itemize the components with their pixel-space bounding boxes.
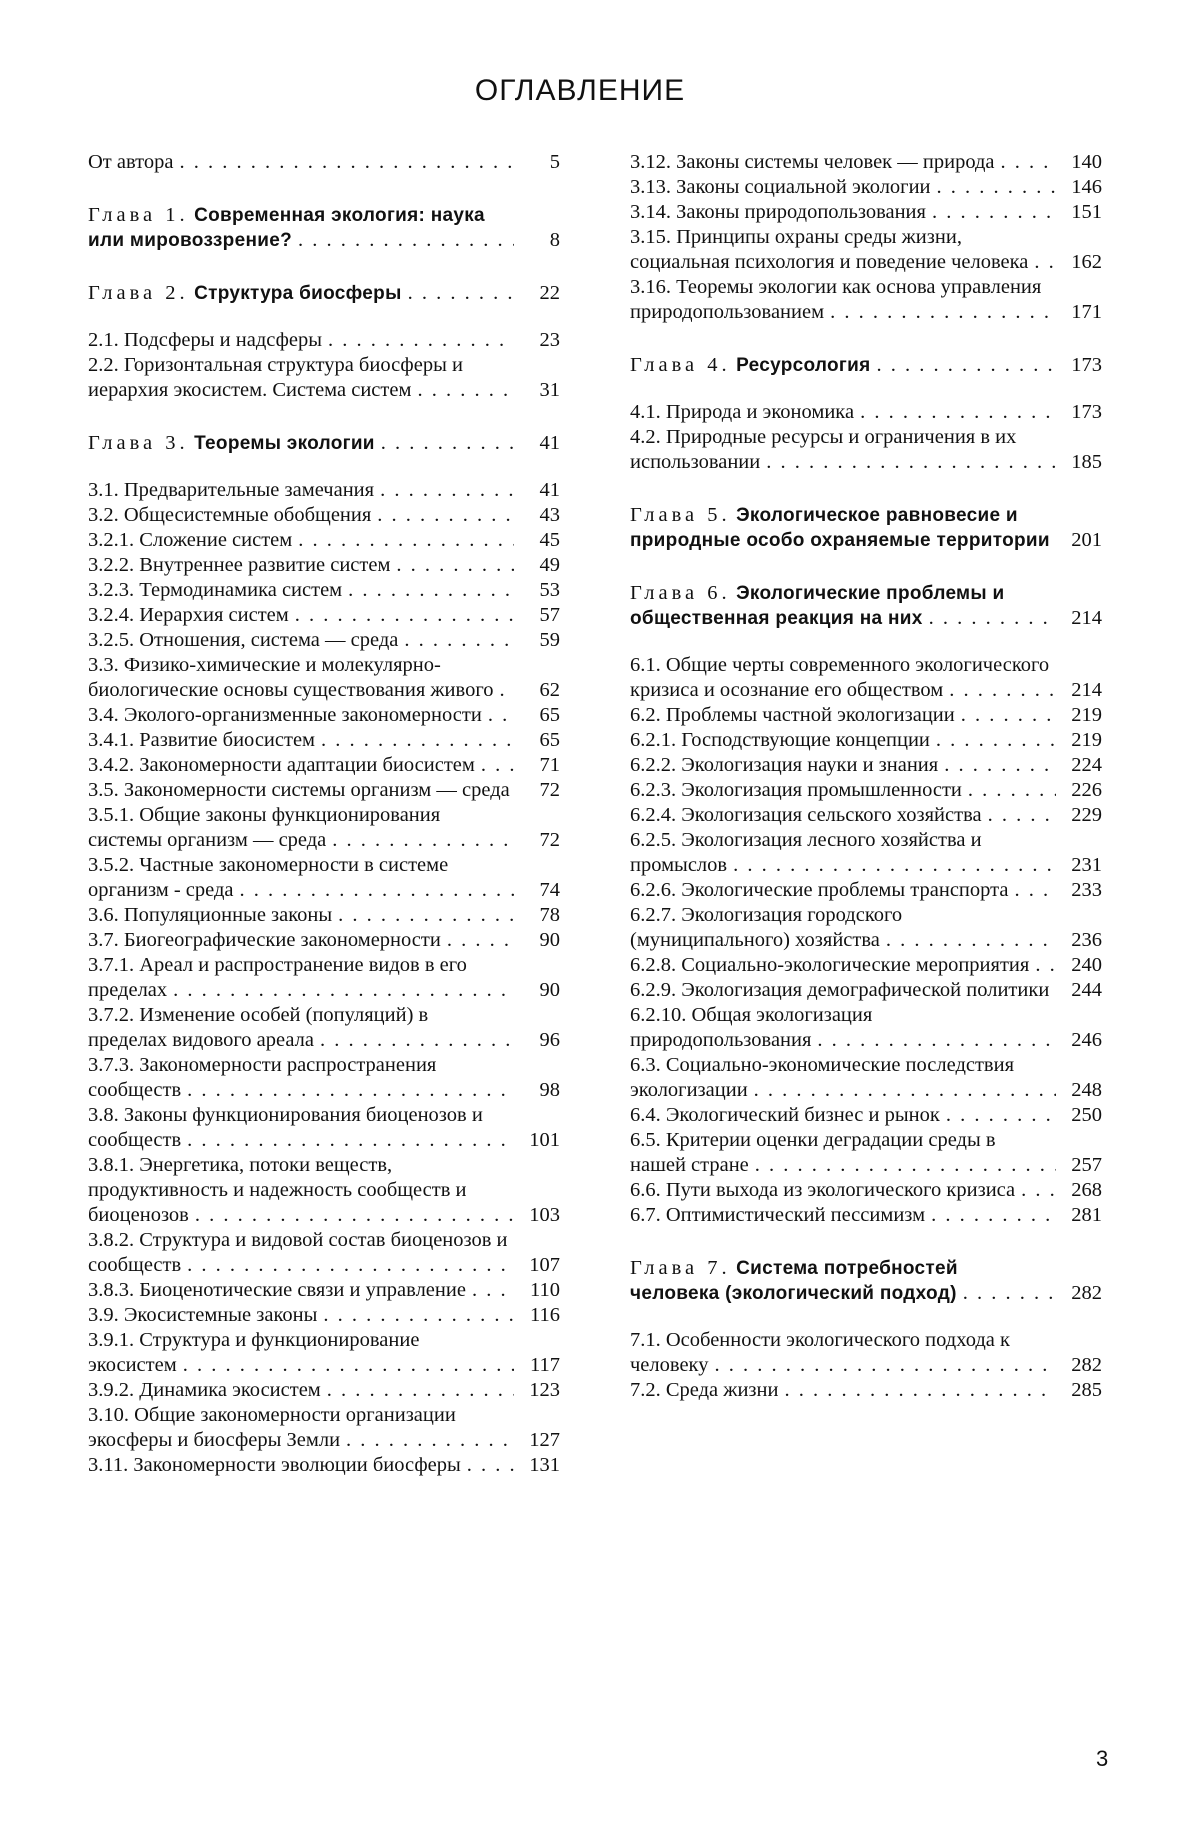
toc-entry [630,653,1102,703]
entry-title: 6.2.1. Господствующие концепции . . . [630,728,1056,753]
toc-entry [88,803,560,853]
entry-title: 3.7.3. Закономерности распространения сообществ . . . [88,1053,514,1103]
toc-entry [88,953,560,1003]
entry-title: 2.1. Подсферы и надсферы . . . [88,328,514,353]
entry-title: 3.7.2. Изменение особей (популяций) в пределах видового ареала . . . [88,1003,514,1053]
toc-entry [88,1228,560,1278]
entry-title: 6.2.7. Экологизация городского (муниципального) хозяйства . . . [630,903,1056,953]
entry-page-number: 5 [549,151,560,173]
toc-entry [630,1203,1102,1228]
toc-entry [630,903,1102,953]
entry-page-number: 268 [1071,1179,1102,1201]
entry-page-number: 281 [1071,1204,1102,1226]
entry-title: 3.2.2. Внутреннее развитие систем . . . [88,553,514,578]
chapter-label: Глава 4. [630,354,731,376]
entry-title [630,353,1056,378]
entry-title: 6.5. Критерии оценки деградации среды в нашей стране . . . [630,1128,1056,1178]
entry-title: От автора . . . [88,150,514,175]
toc-entry [630,828,1102,878]
toc-entry [88,853,560,903]
entry-title [88,431,514,456]
entry-page-number: 131 [529,1454,560,1476]
entry-page-number: 123 [529,1379,560,1401]
entry-title [630,1256,1056,1306]
entry-page-number: 59 [539,629,560,651]
entry-page-number: 140 [1071,151,1102,173]
toc-chapter-entry [630,581,1102,631]
toc-entry [88,150,560,175]
chapter-title: Экологические проблемы и общественная реакция на них [630,583,1005,629]
entry-title: 6.1. Общие черты современного экологического кризиса и осознание его обществом . . . [630,653,1056,703]
toc-left-column [88,150,560,1478]
entry-page-number: 49 [539,554,560,576]
entry-page-number: 57 [539,604,560,626]
entry-page-number: 110 [530,1279,560,1301]
entry-title: 7.1. Особенности экологического подхода к человеку . . . [630,1328,1056,1378]
entry-page-number: 151 [1071,201,1102,223]
entry-page-number: 74 [539,879,560,901]
entry-page-number: 65 [539,704,560,726]
toc-entry [630,803,1102,828]
entry-title [630,581,1056,631]
entry-title: 3.2.4. Иерархия систем . . . [88,603,514,628]
entry-title: 6.2.10. Общая экологизация природопользования . . . [630,1003,1056,1053]
entry-page-number: 246 [1071,1029,1102,1051]
entry-title: 3.8.1. Энергетика, потоки веществ, продуктивность и надежность сообществ и биоценозов . . . [88,1153,514,1228]
entry-page-number: 43 [539,504,560,526]
entry-title: 6.2.9. Экологизация демографической политики . . . [630,978,1056,1003]
toc-chapter-entry [630,1256,1102,1306]
entry-page-number: 117 [530,1354,560,1376]
entry-title: 3.8.3. Биоценотические связи и управление . . . [88,1278,514,1303]
toc-chapter-entry [88,431,560,456]
chapter-label: Глава 7. [630,1257,731,1279]
entry-page-number: 173 [1071,354,1102,376]
entry-page-number: 127 [529,1429,560,1451]
chapter-title: Система потребностей человека (экологический подход) [630,1258,958,1304]
toc-entry [88,753,560,778]
toc-entry [630,1003,1102,1053]
toc-entry [630,778,1102,803]
entry-page-number: 22 [539,282,560,304]
toc-entry [88,478,560,503]
toc-entry [630,200,1102,225]
entry-title: 3.1. Предварительные замечания . . . [88,478,514,503]
toc-entry [88,1378,560,1403]
entry-page-number: 107 [529,1254,560,1276]
toc-entry [88,603,560,628]
entry-title: 3.3. Физико-химические и молекулярно-биологические основы существования живого . . . [88,653,514,703]
toc-entry [88,578,560,603]
entry-page-number: 236 [1071,929,1102,951]
entry-title: 3.6. Популяционные законы . . . [88,903,514,928]
entry-title: 6.6. Пути выхода из экологического кризиса . . . [630,1178,1056,1203]
toc-entry [88,1453,560,1478]
entry-page-number: 248 [1071,1079,1102,1101]
entry-title: 6.2.8. Социально-экологические мероприятия . . . [630,953,1056,978]
entry-page-number: 231 [1071,854,1102,876]
entry-title: 4.1. Природа и экономика . . . [630,400,1056,425]
entry-title: 3.4.2. Закономерности адаптации биосистем . . . [88,753,514,778]
entry-title: 6.4. Экологический бизнес и рынок . . . [630,1103,1056,1128]
entry-title: 4.2. Природные ресурсы и ограничения в их использовании . . . [630,425,1056,475]
entry-title: 6.2.5. Экологизация лесного хозяйства и промыслов . . . [630,828,1056,878]
entry-page-number: 171 [1071,301,1102,323]
entry-title: 3.7.1. Ареал и распространение видов в его пределах . . . [88,953,514,1003]
toc-entry [88,703,560,728]
entry-title [630,503,1056,553]
entry-title: 3.8. Законы функционирования биоценозов и сообществ . . . [88,1103,514,1153]
toc-entry [630,753,1102,778]
toc-chapter-entry [630,503,1102,553]
toc-chapter-entry [88,203,560,253]
entry-title [88,281,514,306]
toc-entry [88,503,560,528]
entry-title: 3.4. Эколого-организменные закономерности . . . [88,703,514,728]
entry-page-number: 53 [539,579,560,601]
toc-entry [88,1303,560,1328]
entry-page-number: 257 [1071,1154,1102,1176]
entry-page-number: 146 [1071,176,1102,198]
entry-page-number: 41 [539,479,560,501]
entry-page-number: 173 [1071,401,1102,423]
entry-title: 3.4.1. Развитие биосистем . . . [88,728,514,753]
toc-entry [630,425,1102,475]
entry-page-number: 282 [1071,1282,1102,1304]
entry-title: 3.9. Экосистемные законы . . . [88,1303,514,1328]
toc-entry [630,1103,1102,1128]
entry-page-number: 240 [1071,954,1102,976]
toc-entry [88,1278,560,1303]
toc-entry [630,150,1102,175]
toc-chapter-entry [88,281,560,306]
toc-entry [630,400,1102,425]
chapter-label: Глава 3. [88,432,189,454]
entry-title: 3.9.1. Структура и функционирование экосистем . . . [88,1328,514,1378]
entry-page-number: 96 [539,1029,560,1051]
entry-title: 3.15. Принципы охраны среды жизни, социальная психология и поведение человека . . . [630,225,1056,275]
toc-entry [630,175,1102,200]
entry-title: 3.8.2. Структура и видовой состав биоценозов и сообществ . . . [88,1228,514,1278]
chapter-title: Теоремы экологии [194,433,375,454]
toc-entry [88,328,560,353]
entry-title: 6.2.6. Экологические проблемы транспорта . . . [630,878,1056,903]
toc-entry [88,1403,560,1453]
toc-entry [88,1003,560,1053]
toc-entry [630,1328,1102,1378]
toc-entry [88,653,560,703]
entry-title: 6.2.3. Экологизация промышленности . . . [630,778,1056,803]
entry-title: 3.12. Законы системы человек — природа . . . [630,150,1056,175]
chapter-title: Структура биосферы [194,283,402,304]
entry-title: 3.2.3. Термодинамика систем . . . [88,578,514,603]
toc-entry [88,1103,560,1153]
chapter-title: Ресурсология [736,355,871,376]
entry-title: 3.16. Теоремы экологии как основа управления природопользованием . . . [630,275,1056,325]
entry-page-number: 285 [1071,1379,1102,1401]
entry-page-number: 244 [1071,979,1102,1001]
entry-page-number: 233 [1071,879,1102,901]
toc-entry [630,1128,1102,1178]
entry-page-number: 90 [539,979,560,1001]
entry-title: 6.2. Проблемы частной экологизации . . . [630,703,1056,728]
entry-page-number: 214 [1071,607,1102,629]
entry-page-number: 219 [1071,729,1102,751]
entry-page-number: 282 [1071,1354,1102,1376]
entry-page-number: 214 [1071,679,1102,701]
chapter-title: Современная экология: наука или мировоззрение? [88,205,485,251]
page-number: 3 [1096,1746,1109,1771]
entry-title: 6.2.4. Экологизация сельского хозяйства . . . [630,803,1056,828]
entry-page-number: 224 [1071,754,1102,776]
entry-page-number: 23 [539,329,560,351]
entry-page-number: 72 [539,779,560,801]
entry-title: 3.13. Законы социальной экологии . . . [630,175,1056,200]
toc-right-column [630,150,1102,1403]
entry-page-number: 31 [539,379,560,401]
entry-title: 3.7. Биогеографические закономерности . . . [88,928,514,953]
entry-title [88,203,514,253]
toc-entry [88,1153,560,1228]
entry-title: 6.3. Социально-экономические последствия экологизации . . . [630,1053,1056,1103]
toc-entry [630,953,1102,978]
entry-page-number: 71 [539,754,560,776]
entry-page-number: 162 [1071,251,1102,273]
entry-title: 2.2. Горизонтальная структура биосферы и иерархия экосистем. Система систем . . . [88,353,514,403]
toc-entry [88,928,560,953]
entry-page-number: 72 [539,829,560,851]
entry-title: 6.2.2. Экологизация науки и знания . . . [630,753,1056,778]
toc-entry [88,628,560,653]
entry-page-number: 229 [1071,804,1102,826]
entry-page-number: 250 [1071,1104,1102,1126]
entry-page-number: 90 [539,929,560,951]
entry-page-number: 219 [1071,704,1102,726]
toc-entry [630,1378,1102,1403]
toc-entry [630,878,1102,903]
toc-entry [88,778,560,803]
toc-entry [88,1053,560,1103]
entry-page-number: 41 [539,432,560,454]
chapter-label: Глава 1. [88,204,189,226]
entry-title: 3.5.1. Общие законы функционирования системы организм — среда . . . [88,803,514,853]
entry-title: 3.14. Законы природопользования . . . [630,200,1056,225]
entry-page-number: 226 [1071,779,1102,801]
entry-page-number: 62 [539,679,560,701]
toc-entry [630,1178,1102,1203]
toc-entry [630,978,1102,1003]
toc-entry [88,903,560,928]
toc-entry [88,553,560,578]
entry-page-number: 116 [530,1304,560,1326]
toc-chapter-entry [630,353,1102,378]
entry-title: 3.2.1. Сложение систем . . . [88,528,514,553]
entry-page-number: 65 [539,729,560,751]
toc-entry [88,353,560,403]
entry-title: 7.2. Среда жизни . . . [630,1378,1056,1403]
toc-entry [630,275,1102,325]
toc-entry [630,1053,1102,1103]
toc-entry [630,225,1102,275]
entry-page-number: 201 [1071,529,1102,551]
entry-title: 3.9.2. Динамика экосистем . . . [88,1378,514,1403]
entry-page-number: 78 [539,904,560,926]
toc-entry [88,528,560,553]
chapter-label: Глава 2. [88,282,189,304]
entry-title: 6.7. Оптимистический пессимизм . . . [630,1203,1056,1228]
entry-page-number: 45 [539,529,560,551]
toc-entry [88,1328,560,1378]
toc-entry [630,728,1102,753]
entry-page-number: 185 [1071,451,1102,473]
entry-page-number: 103 [529,1204,560,1226]
toc-entry [630,703,1102,728]
entry-page-number: 101 [529,1129,560,1151]
entry-title: 3.2. Общесистемные обобщения . . . [88,503,514,528]
chapter-label: Глава 5. [630,504,731,526]
entry-page-number: 98 [539,1079,560,1101]
entry-page-number: 8 [549,229,560,251]
entry-title: 3.2.5. Отношения, система — среда . . . [88,628,514,653]
entry-title: 3.10. Общие закономерности организации экосферы и биосферы Земли . . . [88,1403,514,1453]
chapter-label: Глава 6. [630,582,731,604]
chapter-title: Экологическое равновесие и природные особо охраняемые территории [630,505,1050,551]
toc-entry [88,728,560,753]
entry-title: 3.11. Закономерности эволюции биосферы . . . [88,1453,514,1478]
entry-title: 3.5. Закономерности системы организм — среда . . . [88,778,514,803]
page-title: ОГЛАВЛЕНИЕ [474,74,686,107]
entry-title: 3.5.2. Частные закономерности в системе организм - среда . . . [88,853,514,903]
